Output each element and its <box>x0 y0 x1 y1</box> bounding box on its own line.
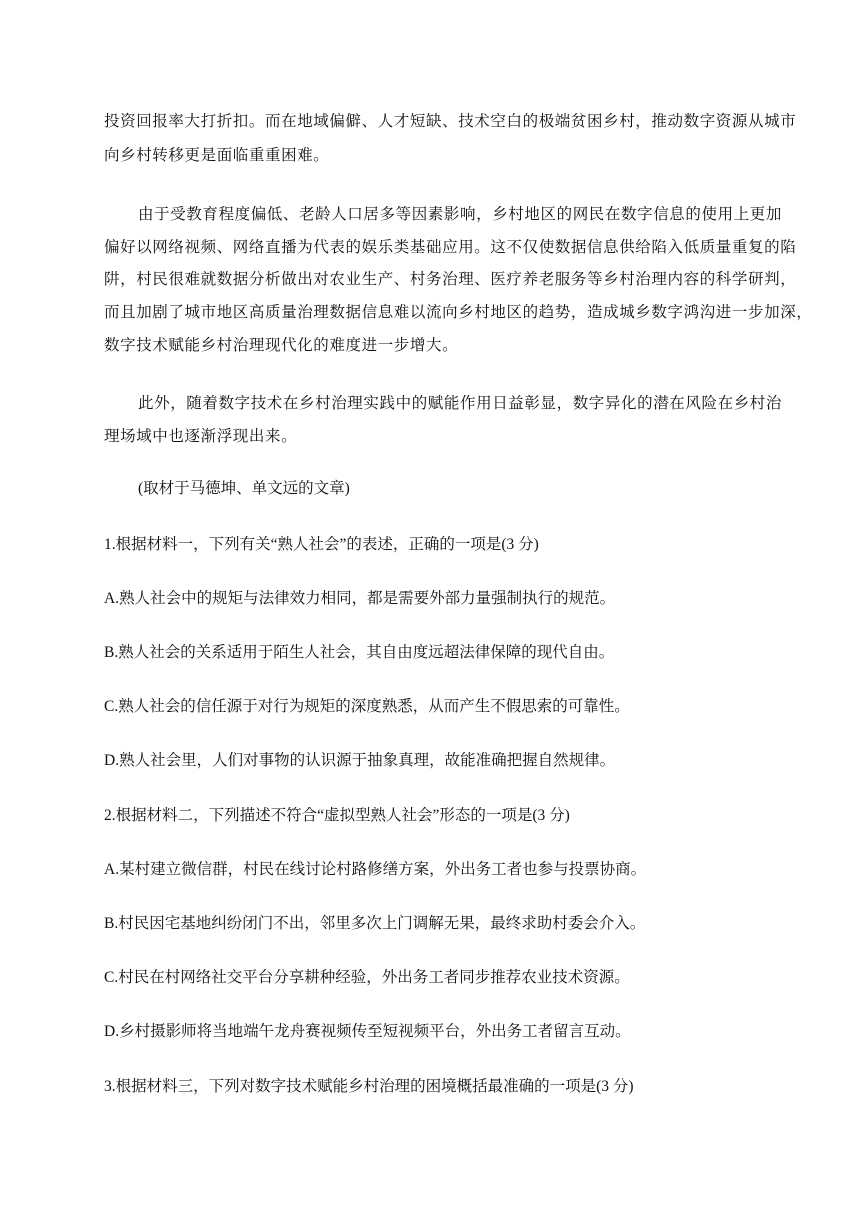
question-2-option-b: B.村民因宅基地纠纷闭门不出，邻里多次上门调解无果，最终求助村委会介入。 <box>104 915 646 932</box>
passage-p2-line5: 数字技术赋能乡村治理现代化的难度进一步增大。 <box>104 336 459 354</box>
question-2-stem: 2.根据材料二，下列描述不符合“虚拟型熟人社会”形态的一项是(3 分) <box>104 807 570 824</box>
question-3-stem: 3.根据材料三，下列对数字技术赋能乡村治理的困境概括最准确的一项是(3 分) <box>104 1078 634 1095</box>
question-1-option-a: A.熟人社会中的规矩与法律效力相同，都是需要外部力量强制执行的规范。 <box>104 590 616 607</box>
question-1-option-d: D.熟人社会里，人们对事物的认识源于抽象真理，故能准确把握自然规律。 <box>104 752 616 769</box>
passage-p3-line2: 理场域中也逐渐浮现出来。 <box>104 427 298 445</box>
passage-p3-line1: 此外，随着数字技术在乡村治理实践中的赋能作用日益彰显，数字异化的潜在风险在乡村治 <box>138 394 783 412</box>
passage-p2-line1: 由于受教育程度偏低、老龄人口居多等因素影响，乡村地区的网民在数字信息的使用上更加 <box>138 205 783 223</box>
passage-p2-line3: 阱，村民很难就数据分析做出对农业生产、村务治理、医疗养老服务等乡村治理内容的科学研判， <box>104 270 797 288</box>
question-1-option-b: B.熟人社会的关系适用于陌生人社会，其自由度远超法律保障的现代自由。 <box>104 644 615 661</box>
question-1-option-c: C.熟人社会的信任源于对行为规矩的深度熟悉，从而产生不假思索的可靠性。 <box>104 698 630 715</box>
passage-p2-line2: 偏好以网络视频、网络直播为代表的娱乐类基础应用。这不仅使数据信息供给陷入低质量重复的陷 <box>104 238 797 256</box>
source-note: (取材于马德坤、单文远的文章) <box>138 480 350 497</box>
question-1-stem: 1.根据材料一，下列有关“熟人社会”的表述，正确的一项是(3 分) <box>104 536 539 553</box>
passage-p2-line4: 而且加剧了城市地区高质量治理数据信息难以流向乡村地区的趋势，造成城乡数字鸿沟进一步加深， <box>104 303 813 321</box>
question-2-option-a: A.某村建立微信群，村民在线讨论村路修缮方案，外出务工者也参与投票协商。 <box>104 861 647 878</box>
question-2-option-d: D.乡村摄影师将当地端午龙舟赛视频传至短视频平台，外出务工者留言互动。 <box>104 1023 631 1040</box>
passage-p1-line1: 投资回报率大打折扣。而在地域偏僻、人才短缺、技术空白的极端贫困乡村，推动数字资源从城市 <box>104 112 797 130</box>
passage-p1-line2: 向乡村转移更是面临重重困难。 <box>104 146 330 164</box>
question-2-option-c: C.村民在村网络社交平台分享耕种经验，外出务工者同步推荐农业技术资源。 <box>104 969 630 986</box>
